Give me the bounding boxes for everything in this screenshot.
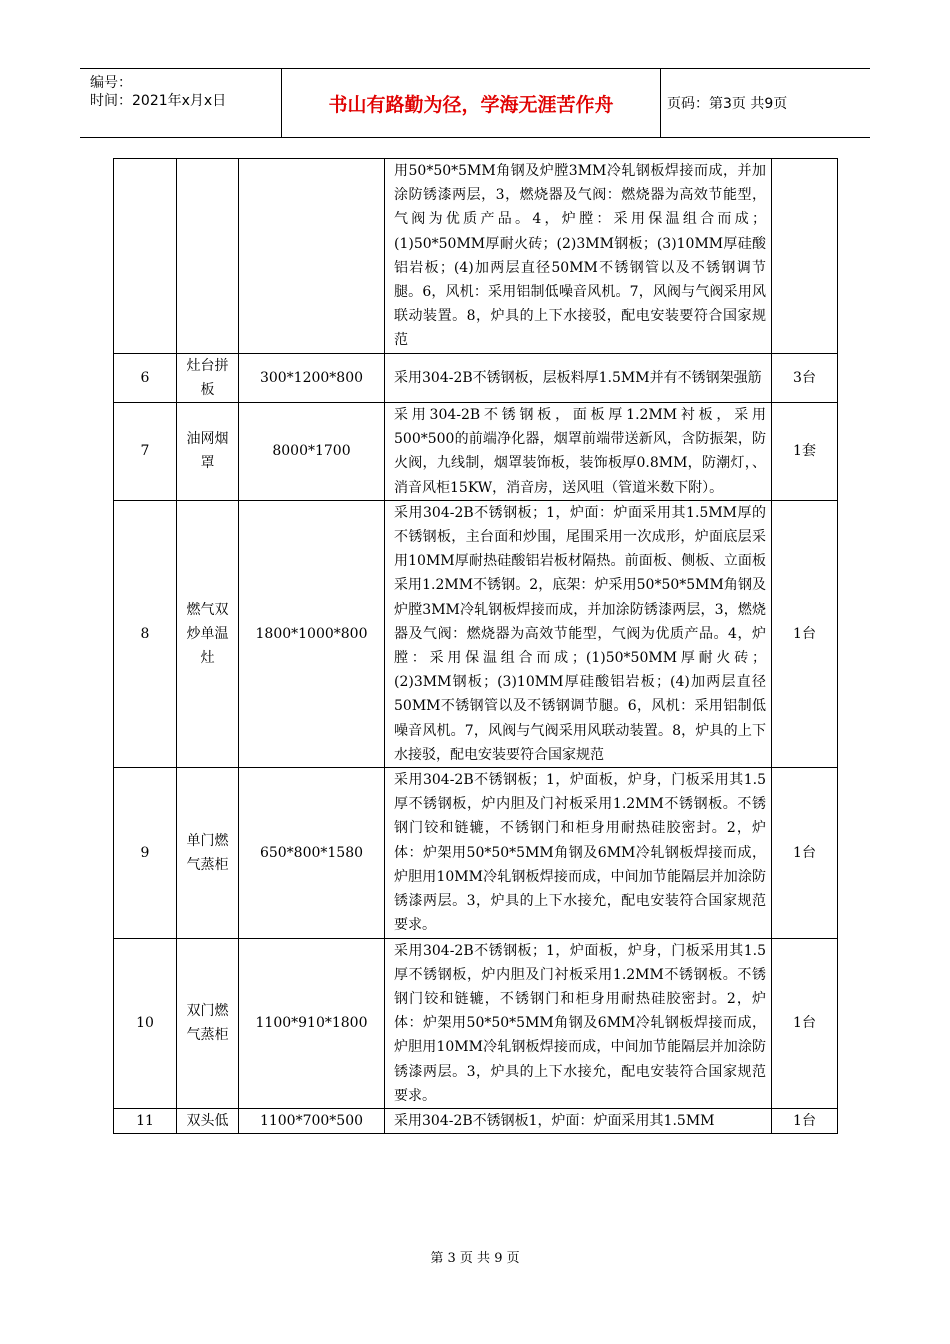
item-description: 采用304-2B不锈钢板1，炉面：炉面采用其1.5MM xyxy=(385,1108,772,1133)
item-description: 采用304-2B不锈钢板；1，炉面：炉面采用其1.5MM厚的不锈钢板，主台面和炒围，尾围采用一次成形，炉面底层采用10MM厚耐热硅酸铝岩板材隔热。前面板、侧板、立面板采用1.2MM不锈钢。2，底架：炉采用50*50*5MM角钢及炉膛3MM冷轧钢板焊接而成，并加涂防锈漆两层，3，燃烧器及气阀：燃烧器为高效节能型，气阀为优质产品。4，炉膛：采用保温组合而成；(1)50*50MM厚耐火砖；(2)3MM钢板；(3)10MM厚硅酸铝岩板；(4)加两层直径50MM不锈钢管以及不锈钢调节腿。6，风机：采用铝制低噪音风机。7，风阀与气阀采用风联动装置。8，炉具的上下水接驳，配电安装要符合国家规范 xyxy=(385,500,772,767)
item-description: 用50*50*5MM角钢及炉膛3MM冷轧钢板焊接而成，并加涂防锈漆两层，3，燃烧器及气阀：燃烧器为高效节能型，气阀为优质产品。4，炉膛：采用保温组合而成；(1)50*50MM厚耐火砖；(2)3MM钢板；(3)10MM厚硅酸铝岩板；(4)加两层直径50MM不锈钢管以及不锈钢调节腿。6，风机：采用铝制低噪音风机。7，风阀与气阀采用风联动装置。8，炉具的上下水接驳，配电安装要符合国家规范 xyxy=(385,159,772,354)
item-quantity: 3台 xyxy=(772,353,838,402)
item-description: 采用304-2B不锈钢板；1，炉面板，炉身，门板采用其1.5厚不锈钢板，炉内胆及门衬板采用1.2MM不锈钢板。不锈钢门铰和链辘，不锈钢门和柜身用耐热硅胶密封。2，炉体：炉架用50*50*5MM角钢及6MM冷轧钢板焊接而成，炉胆用10MM冷轧钢板焊接而成，中间加节能隔层并加涂防锈漆两层。3，炉具的上下水接允，配电安装符合国家规范要求。 xyxy=(385,938,772,1108)
item-description: 采用304-2B不锈钢板；1，炉面板，炉身，门板采用其1.5厚不锈钢板，炉内胆及门衬板采用1.2MM不锈钢板。不锈钢门铰和链辘，不锈钢门和柜身用耐热硅胶密封。2，炉体：炉架用50*50*5MM角钢及6MM冷轧钢板焊接而成，炉胆用10MM冷轧钢板焊接而成，中间加节能隔层并加涂防锈漆两层。3，炉具的上下水接允，配电安装符合国家规范要求。 xyxy=(385,768,772,938)
row-number: 11 xyxy=(114,1108,177,1133)
table-row xyxy=(114,768,838,938)
table-row xyxy=(114,403,838,501)
item-size: 300*1200*800 xyxy=(239,353,385,402)
item-name: 双门燃气蒸柜 xyxy=(177,938,239,1108)
row-number: 10 xyxy=(114,938,177,1108)
page-header xyxy=(80,68,870,138)
item-quantity: 1台 xyxy=(772,768,838,938)
row-number: 8 xyxy=(114,500,177,767)
number-label: 编号： xyxy=(90,75,132,91)
item-size xyxy=(239,159,385,354)
item-name xyxy=(177,159,239,354)
table-row xyxy=(114,938,838,1108)
item-description: 采用304-2B不锈钢板，面板厚1.2MM衬板，采用500*500的前端净化器，烟罩前端带送新风，含防振架，防火阀，九线制，烟罩装饰板，装饰板厚0.8MM，防潮灯，、消音风柜15KW，消音房，送风咀（管道米数下附）。 xyxy=(385,403,772,501)
page-footer: 第 3 页 共 9 页 xyxy=(430,1251,520,1266)
table-row xyxy=(114,353,838,402)
page-code: 页码：第3页 共9页 xyxy=(667,96,788,112)
row-number: 6 xyxy=(114,353,177,402)
item-quantity: 1台 xyxy=(772,938,838,1108)
item-size: 8000*1700 xyxy=(239,403,385,501)
row-number: 9 xyxy=(114,768,177,938)
equipment-table xyxy=(113,158,838,1134)
table-row xyxy=(114,500,838,767)
item-size: 650*800*1580 xyxy=(239,768,385,938)
item-name: 油网烟罩 xyxy=(177,403,239,501)
item-size: 1800*1000*800 xyxy=(239,500,385,767)
item-name: 单门燃气蒸柜 xyxy=(177,768,239,938)
item-quantity: 1台 xyxy=(772,500,838,767)
item-size: 1100*700*500 xyxy=(239,1108,385,1133)
item-description: 采用304-2B不锈钢板，层板料厚1.5MM并有不锈钢架强筋 xyxy=(385,353,772,402)
table-row xyxy=(114,1108,838,1133)
motto: 书山有路勤为径，学海无涯苦作舟 xyxy=(281,69,661,137)
item-size: 1100*910*1800 xyxy=(239,938,385,1108)
time-label: 时间：2021年x月x日 xyxy=(90,93,227,109)
item-name: 燃气双炒单温灶 xyxy=(177,500,239,767)
item-quantity xyxy=(772,159,838,354)
item-quantity: 1台 xyxy=(772,1108,838,1133)
item-name: 双头低 xyxy=(177,1108,239,1133)
row-number xyxy=(114,159,177,354)
item-name: 灶台拼板 xyxy=(177,353,239,402)
item-quantity: 1套 xyxy=(772,403,838,501)
header-info xyxy=(80,69,281,137)
row-number: 7 xyxy=(114,403,177,501)
table-row xyxy=(114,159,838,354)
